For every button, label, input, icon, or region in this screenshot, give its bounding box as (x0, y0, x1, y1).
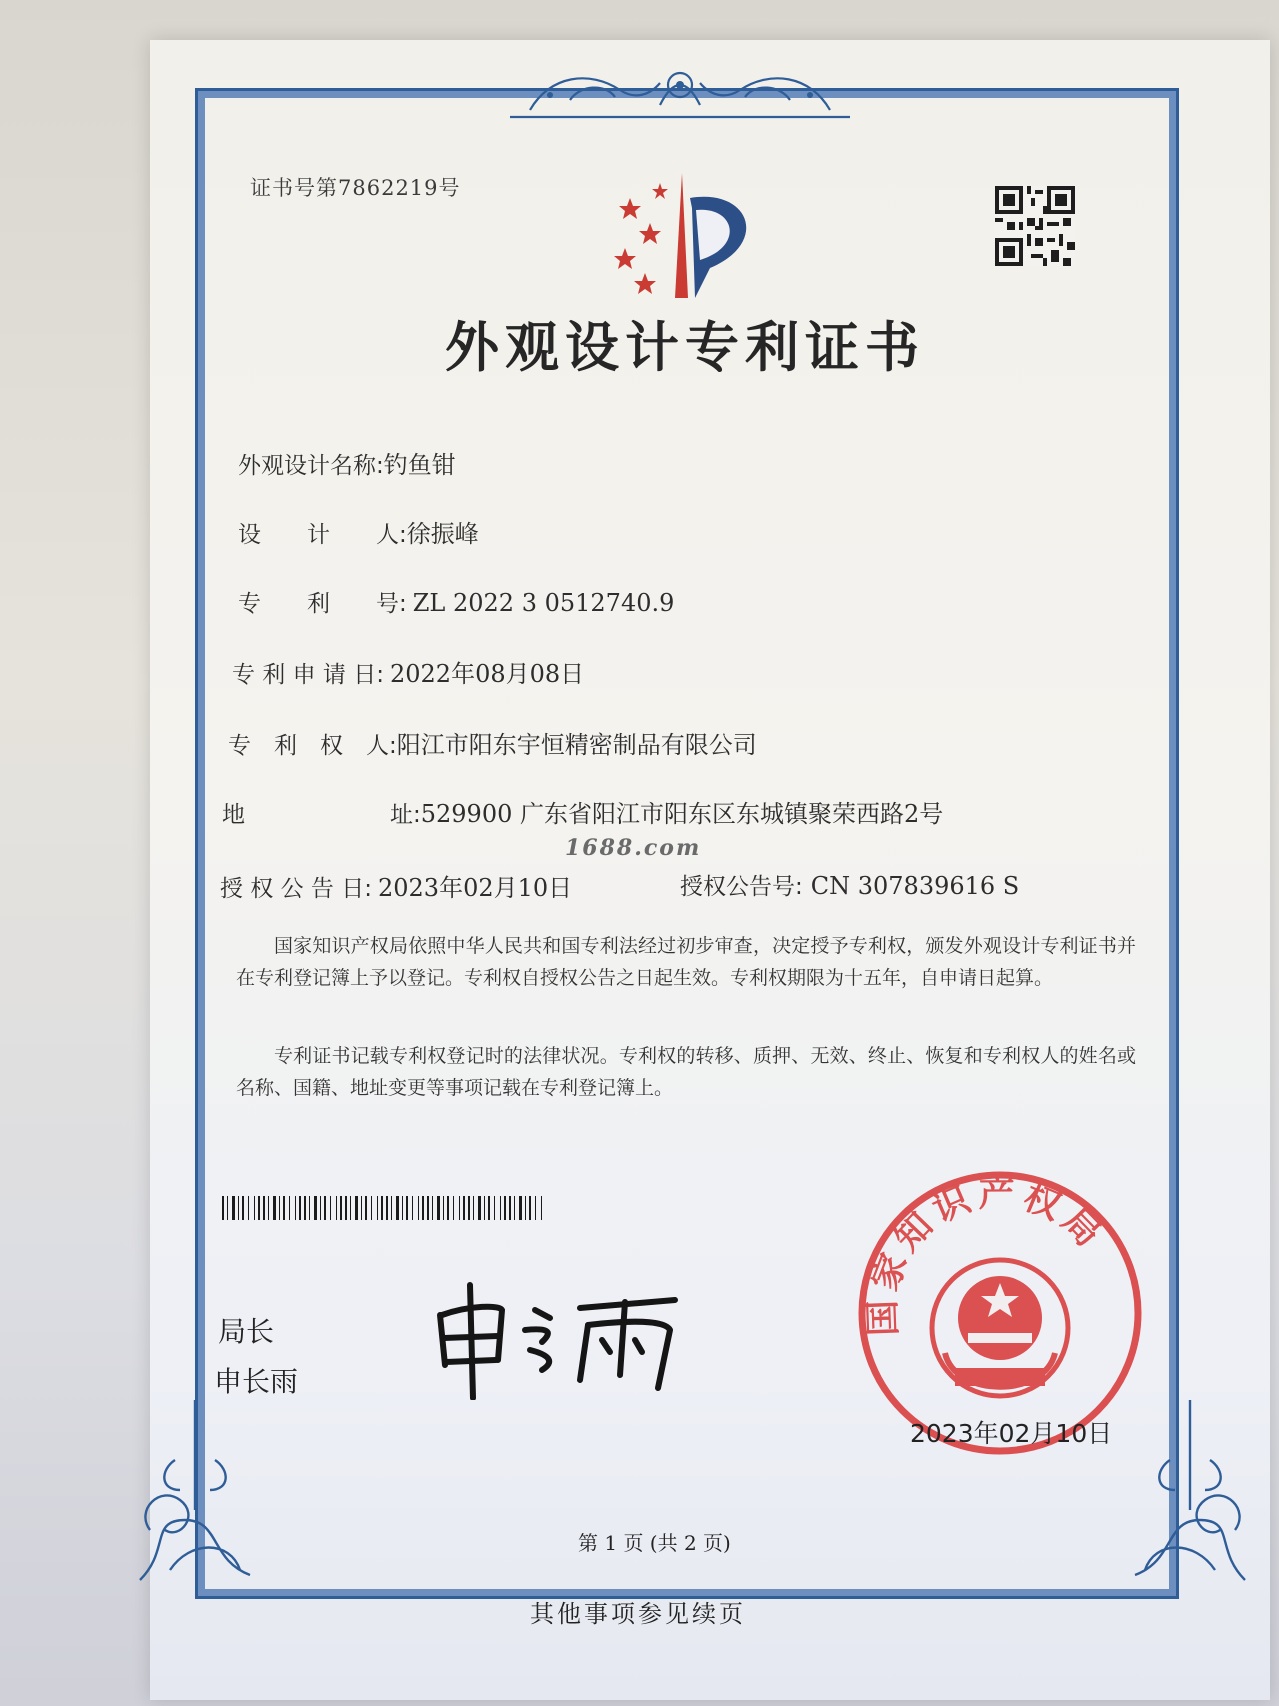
address-row (222, 794, 943, 829)
designer-row (238, 514, 479, 549)
legal-paragraph-2: 专利证书记载专利权登记时的法律状况。专利权的转移、质押、无效、终止、恢复和专利权人的姓名或名称、国籍、地址变更等事项记载在专利登记簿上。 (236, 1045, 1136, 1099)
certificate-number: 证书号第7862219号 (250, 176, 461, 200)
patentee-label: 专 利 权 人: (228, 733, 397, 759)
design-name-label: 外观设计名称: (238, 453, 384, 479)
grant-date-value: 2023年02月10日 (378, 874, 573, 902)
filing-date-label: 专 利 申 请 日: (232, 662, 384, 688)
watermark-1688: 1688.com (565, 835, 702, 861)
design-name-row (238, 445, 456, 480)
filing-date-value: 2022年08月08日 (390, 660, 585, 688)
filing-date-row (232, 654, 584, 689)
qr-code (995, 186, 1075, 266)
patentee-value: 阳江市阳东宇恒精密制品有限公司 (396, 731, 757, 759)
address-value: 529900 广东省阳江市阳东区东城镇聚荣西路2号 (420, 800, 944, 828)
grant-number-label: 授权公告号: (680, 874, 803, 900)
design-name-value: 钓鱼钳 (383, 451, 456, 479)
legal-paragraph-1: 国家知识产权局依照中华人民共和国专利法经过初步审查，决定授予专利权，颁发外观设计专利证书并在专利登记簿上予以登记。专利权自授权公告之日起生效。专利权期限为十五年，自申请日起算。 (236, 935, 1136, 989)
cnipa-logo (600, 168, 770, 303)
corner-ornament-bottom-left (130, 1400, 260, 1590)
footer-note: 其他事项参见续页 (530, 1600, 746, 1628)
seal-date: 2023年02月10日 (910, 1419, 1113, 1448)
patent-number-label: 专 利 号: (238, 591, 407, 617)
designer-value: 徐振峰 (406, 520, 479, 548)
director-signature (430, 1270, 700, 1400)
top-ornament (510, 55, 850, 125)
grant-date-row (220, 868, 572, 903)
grant-number-value: CN 307839616 S (810, 872, 1020, 900)
certificate-title: 外观设计专利证书 (445, 316, 925, 379)
patent-number-row (238, 585, 674, 618)
patent-number-value: ZL 2022 3 0512740.9 (412, 589, 675, 617)
barcode (222, 1196, 547, 1220)
director-name: 申长雨 (214, 1365, 299, 1398)
address-label-start: 地 (222, 802, 245, 828)
grant-date-label: 授 权 公 告 日: (220, 876, 372, 902)
director-title: 局长 (218, 1315, 275, 1348)
page-number: 第 1 页 (共 2 页) (578, 1531, 731, 1555)
patentee-row (228, 725, 757, 760)
address-label-end: 址: (390, 802, 421, 828)
designer-label: 设 计 人: (238, 522, 407, 548)
grant-number-row (680, 868, 1019, 901)
svg-text:国家知识产权局: 国家知识产权局 (862, 1173, 1113, 1337)
